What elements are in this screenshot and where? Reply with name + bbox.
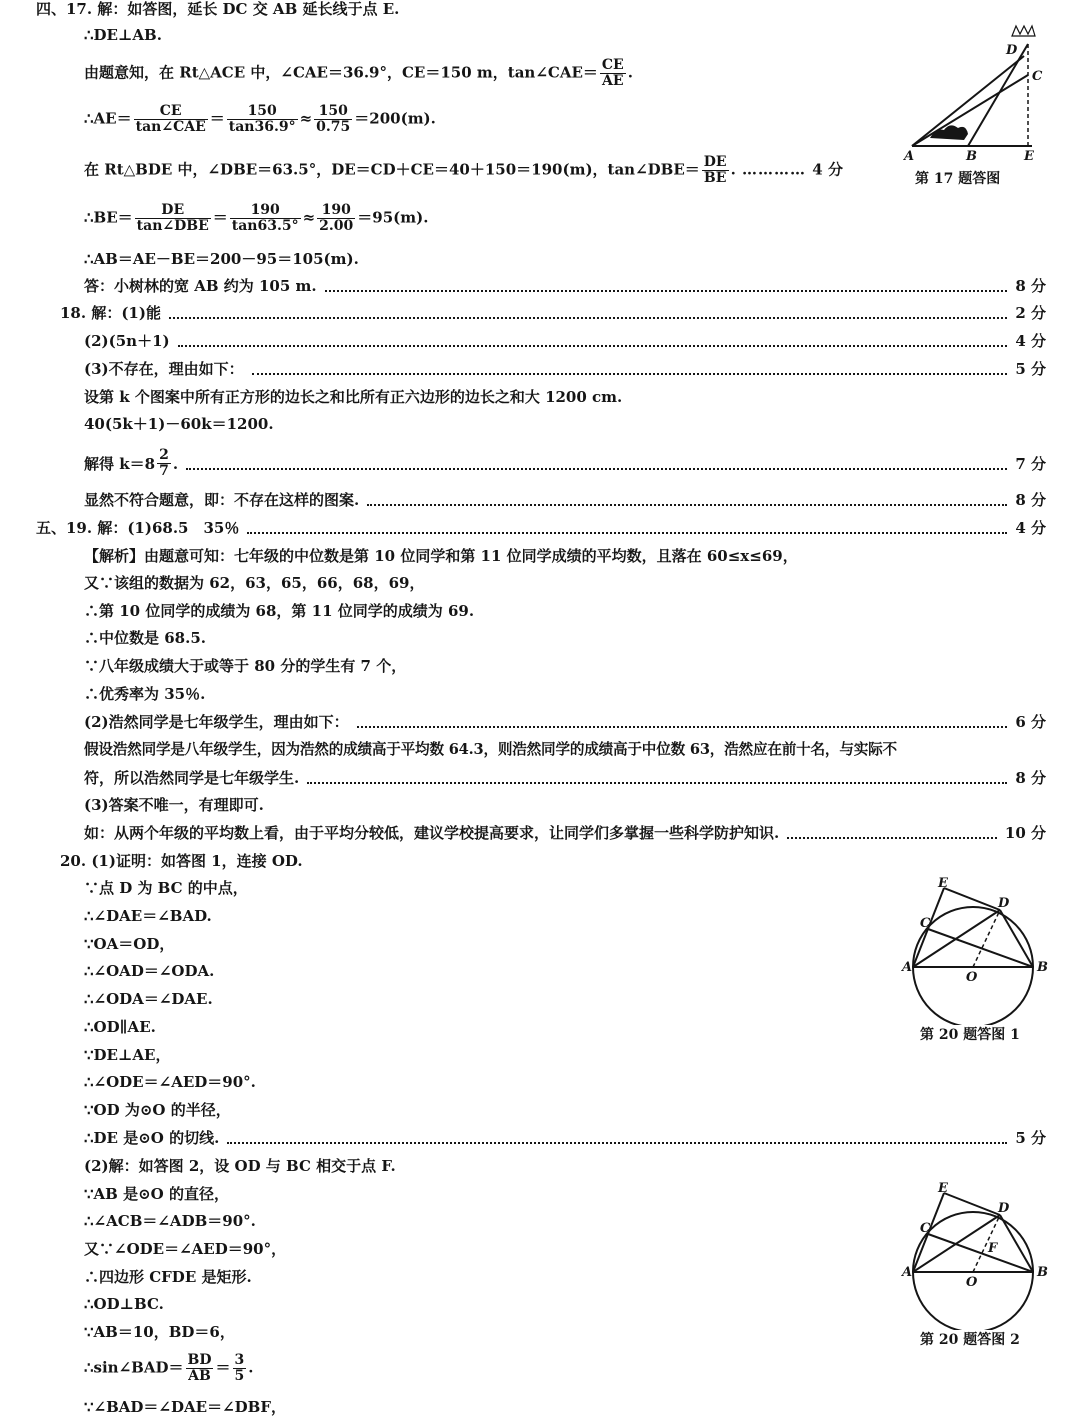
q18-line-4: 设第 k 个图案中所有正方形的边长之和比所有正六边形的边长之和大 1200 cm.	[84, 388, 623, 406]
q17-line-3: 由题意知，在 Rt△ACE 中，∠CAE＝36.9°，CE＝150 m，tan∠CAE＝ $\frac{CE}{AE}$ .	[84, 57, 633, 89]
q19-line-2: 【解析】由题意可知：七年级的中位数是第 10 位同学和第 11 位同学成绩的平均数，且落在 60≤x≤69，	[84, 547, 798, 565]
q17-line-AD	[912, 56, 1024, 146]
q19-line-11: (3)答案不唯一，有理即可.	[84, 796, 264, 814]
q20-line-12: (2)解：如答图 2，设 OD 与 BC 相交于点 F.	[84, 1157, 396, 1175]
q20-line-11: ∴DE 是⊙O 的切线. 5 分	[84, 1129, 1046, 1147]
q20-fig1-label-D: D	[998, 896, 1010, 911]
q20-fig1-label-O: O	[966, 970, 978, 985]
q19-line-12: 如：从两个年级的平均数上看，由于平均分较低，建议学校提高要求，让同学们多掌握一些科学防护知识. 10 分	[84, 824, 1046, 842]
q20-line-16: ∴四边形 CFDE 是矩形.	[84, 1268, 252, 1286]
q20-figure-2-caption: 第 20 题答图 2	[920, 1332, 1020, 1348]
q17-tower-icon	[1012, 26, 1035, 36]
q20-line-2: ∵点 D 为 BC 的中点，	[84, 879, 248, 897]
q20-fig1-line-DB	[1000, 910, 1033, 967]
q20-fig2-label-B: B	[1037, 1265, 1048, 1280]
q17-line-2: ∴DE⊥AB.	[84, 26, 162, 44]
q19-line-9: 假设浩然同学是八年级学生，因为浩然的成绩高于平均数 64.3，则浩然同学的成绩高于中位数 63，浩然应在前十名，与实际不	[84, 741, 897, 758]
q20-line-3: ∴∠DAE＝∠BAD.	[84, 907, 212, 925]
q19-line-10: 符，所以浩然同学是七年级学生. 8 分	[84, 769, 1046, 787]
q20-line-15: 又∵∠ODE＝∠AED＝90°，	[84, 1240, 287, 1258]
q19-line-6: ∵八年级成绩大于或等于 80 分的学生有 7 个，	[84, 657, 407, 675]
q20-fig2-label-O: O	[966, 1275, 978, 1290]
q20-line-9: ∴∠ODE＝∠AED＝90°.	[84, 1073, 256, 1091]
q18-line-7: 显然不符合题意，即：不存在这样的图案. 8 分	[84, 491, 1046, 509]
q20-figure-1	[900, 875, 1060, 1025]
q19-line-5: ∴中位数是 68.5.	[84, 629, 206, 647]
q20-fig2-label-A: A	[902, 1265, 913, 1280]
q20-fig2-label-D: D	[998, 1201, 1010, 1216]
q17-figure-caption: 第 17 题答图	[915, 171, 1001, 187]
q18-line-2: (2)(5n＋1) 4 分	[84, 332, 1046, 350]
q17-line-4: ∴AE＝ $\frac{CE}{\text{tan∠CAE}}$ ＝ $\frac{150}{\tan 36.9^\circ}$ ≈ $\frac{150}{0.75}$ ＝200(m).	[84, 103, 436, 135]
q17-line-5: 在 Rt△BDE 中，∠DBE＝63.5°，DE＝CD＋CE＝40＋150＝190(m)，tan∠DBE＝ $\frac{DE}{BE}$ . ………… 4 分	[84, 154, 843, 186]
q20-line-18: ∵AB＝10，BD＝6，	[84, 1323, 235, 1341]
q20-line-4: ∵OA＝OD，	[84, 935, 175, 953]
q17-label-E: E	[1024, 149, 1034, 164]
q18-line-5: 40(5k＋1)－60k＝1200.	[84, 415, 274, 433]
q17-line-7: ∴AB＝AE－BE＝200－95＝105(m).	[84, 250, 359, 268]
q17-line-8: 答：小树林的宽 AB 约为 105 m. 8 分	[84, 277, 1046, 295]
q20-fig2-label-F: F	[988, 1241, 998, 1256]
q18-line-6: 解得 k＝8 $\frac{2}{7}$ . 7 分	[84, 447, 1046, 479]
q19-line-3: 又∵该组的数据为 62，63，65，66，68，69，	[84, 574, 425, 592]
q20-line-5: ∴∠OAD＝∠ODA.	[84, 962, 215, 980]
q20-line-14: ∴∠ACB＝∠ADB＝90°.	[84, 1212, 256, 1230]
q20-fig2-label-C: C	[920, 1221, 931, 1236]
q20-fig2-line-DB	[1000, 1215, 1033, 1272]
q17-line-AC	[912, 75, 1028, 146]
q19-line-8: (2)浩然同学是七年级学生，理由如下： 6 分	[84, 713, 1046, 731]
q20-line-17: ∴OD⊥BC.	[84, 1295, 164, 1313]
q17-line-6: ∴BE＝ $\frac{DE}{\text{tan∠DBE}}$ ＝ $\frac{190}{\tan 63.5^\circ}$ ≈ $\frac{190}{2.00}$ ＝95(m).	[84, 202, 429, 234]
q20-fig2-label-E: E	[938, 1181, 948, 1196]
q20-fig1-label-C: C	[920, 916, 931, 931]
q19-line-4: ∴第 10 位同学的成绩为 68，第 11 位同学的成绩为 69.	[84, 602, 475, 620]
q18-line-3: (3)不存在，理由如下： 5 分	[84, 360, 1046, 378]
q20-fig1-label-B: B	[1037, 960, 1048, 975]
q17-label-D: D	[1006, 43, 1018, 58]
q20-line-1: 20. (1)证明：如答图 1，连接 OD.	[60, 852, 303, 870]
q20-line-13: ∵AB 是⊙O 的直径，	[84, 1185, 229, 1203]
q20-line-6: ∴∠ODA＝∠DAE.	[84, 990, 213, 1008]
q20-line-20: ∵∠BAD＝∠DAE＝∠DBF，	[84, 1398, 286, 1416]
q19-line-7: ∴优秀率为 35％.	[84, 685, 206, 703]
q18-line-1: 18. 解：(1)能 2 分	[60, 304, 1046, 322]
q17-figure	[900, 20, 1060, 170]
q17-label-A: A	[904, 149, 915, 164]
q20-line-19: ∴sin∠BAD＝ $\frac{BD}{AB}$ ＝ $\frac{3}{5}$ .	[84, 1352, 254, 1384]
q17-line-1: 四、17. 解：如答图，延长 DC 交 AB 延长线于点 E.	[36, 0, 400, 18]
q19-line-1: 五、19. 解：(1)68.5 35％ 4 分	[36, 519, 1046, 537]
q20-figure-1-caption: 第 20 题答图 1	[920, 1027, 1020, 1043]
q20-line-10: ∵OD 为⊙O 的半径，	[84, 1101, 231, 1119]
q17-label-C: C	[1032, 69, 1043, 84]
q20-line-8: ∵DE⊥AE，	[84, 1046, 171, 1064]
q20-line-7: ∴OD∥AE.	[84, 1018, 156, 1036]
q20-figure-2	[900, 1180, 1060, 1330]
q17-label-B: B	[966, 149, 977, 164]
q20-fig1-label-E: E	[938, 876, 948, 891]
q20-fig1-label-A: A	[902, 960, 913, 975]
